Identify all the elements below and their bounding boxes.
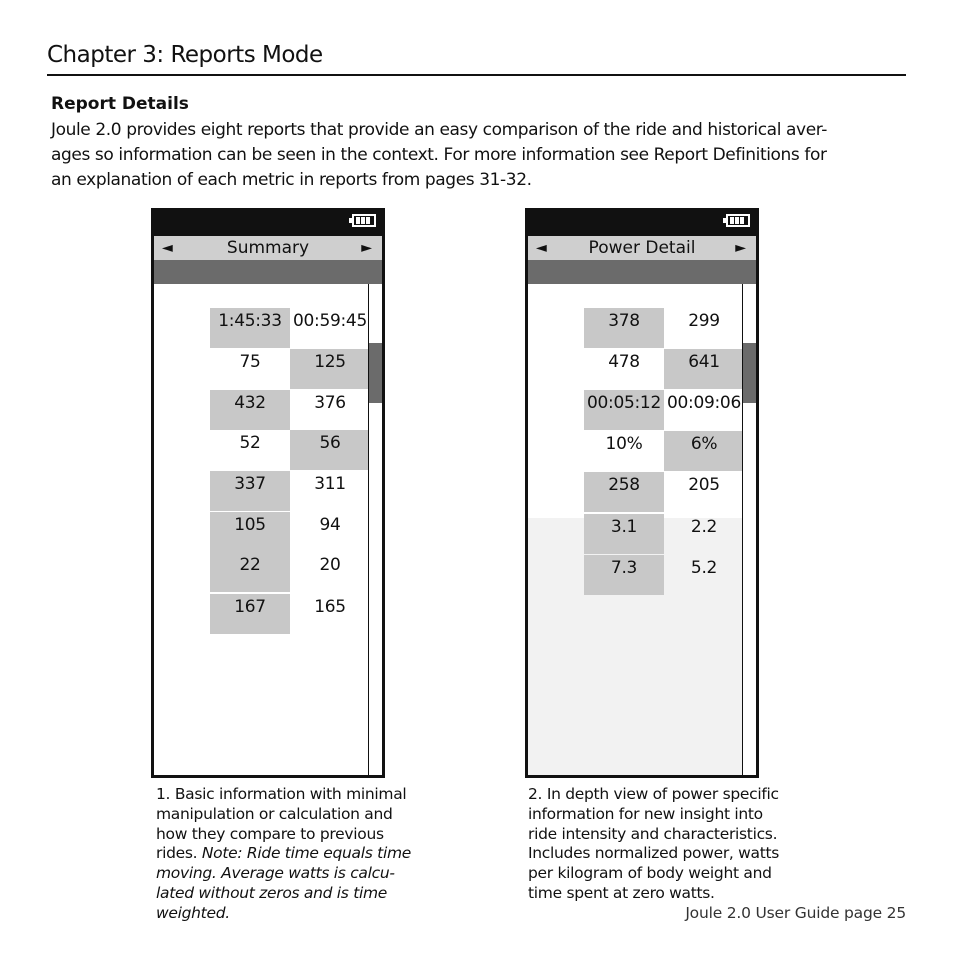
report-cell: 75 (239, 352, 261, 372)
intro-line: an explanation of each metric in reports from pages 31-32. (51, 170, 532, 190)
report-subheader-bar (154, 260, 382, 284)
device-status-bar (528, 208, 756, 236)
left-arrow-icon[interactable]: ◄ (162, 240, 173, 256)
report-title-bar (154, 236, 382, 260)
intro-line: ages so information can be seen in the context. For more information see Report Definitions for (51, 145, 827, 165)
device-status-bar (154, 208, 382, 236)
page-footer: Joule 2.0 User Guide page 25 (685, 904, 906, 922)
scrollbar[interactable] (742, 284, 756, 775)
caption-note: weighted. (156, 903, 230, 922)
intro-line: Joule 2.0 provides eight reports that provide an easy comparison of the ride and historical aver- (51, 120, 827, 140)
chapter-title: Chapter 3: Reports Mode (47, 42, 323, 68)
report-title: Power Detail (588, 238, 696, 258)
caption-line: manipulation or calculation and (156, 804, 393, 823)
report-cell: 22 (210, 552, 290, 592)
report-cell: 7.3 (584, 555, 664, 595)
report-cell: 311 (314, 474, 346, 494)
report-cell: 641 (664, 349, 744, 389)
report-cell: 478 (608, 352, 640, 372)
device-screen (154, 236, 382, 775)
scrollbar[interactable] (368, 284, 382, 775)
report-title: Summary (226, 238, 310, 258)
chapter-rule (47, 74, 906, 76)
right-arrow-icon[interactable]: ► (735, 240, 746, 256)
report-cell: 105 (210, 512, 290, 552)
report-cell: 94 (319, 515, 341, 535)
caption-line: how they compare to previous (156, 824, 384, 843)
power-detail-caption (528, 785, 779, 904)
report-cell: 125 (290, 349, 370, 389)
report-cell: 432 (210, 390, 290, 430)
report-cell: 20 (319, 555, 341, 575)
scrollbar-thumb[interactable] (369, 343, 382, 403)
report-cell: 00:05:12 (584, 390, 664, 430)
power-detail-device-screenshot (525, 208, 759, 778)
caption-line: information for new insight into (528, 804, 763, 823)
scrollbar-thumb[interactable] (743, 343, 756, 403)
report-cell: 3.1 (584, 514, 664, 554)
caption-line: time spent at zero watts. (528, 883, 715, 902)
device-screen (528, 236, 756, 775)
section-heading: Report Details (51, 94, 189, 114)
caption-text: rides. (156, 844, 202, 863)
report-title-bar (528, 236, 756, 260)
summary-caption (156, 785, 411, 924)
report-cell: 5.2 (690, 558, 718, 578)
caption-line: 2. In depth view of power specific (528, 785, 779, 803)
caption-line: ride intensity and characteristics. (528, 824, 778, 843)
right-arrow-icon[interactable]: ► (361, 240, 372, 256)
report-cell: 10% (605, 434, 643, 454)
battery-icon (352, 214, 376, 227)
report-cell: 52 (239, 433, 261, 453)
report-cell: 00:09:06 (667, 393, 741, 413)
caption-note: moving. Average watts is calcu- (156, 864, 395, 883)
left-arrow-icon[interactable]: ◄ (536, 240, 547, 256)
battery-icon (726, 214, 750, 227)
caption-note: Note: Ride time equals time (201, 844, 411, 863)
caption-line: per kilogram of body weight and (528, 864, 772, 883)
report-cell: 2.2 (690, 517, 718, 537)
report-cell: 378 (584, 308, 664, 348)
report-cell: 167 (210, 594, 290, 634)
report-cell: 6% (664, 431, 744, 471)
caption-line: Includes normalized power, watts (528, 844, 780, 863)
report-cell: 205 (688, 475, 720, 495)
caption-line: 1. Basic information with minimal (156, 785, 407, 803)
summary-device-screenshot (151, 208, 385, 778)
report-cell: 299 (688, 311, 720, 331)
intro-paragraph (51, 118, 901, 193)
report-cell: 165 (314, 597, 346, 617)
report-cell: 1:45:33 (210, 308, 290, 348)
report-cell: 56 (290, 430, 370, 470)
report-cell: 258 (584, 472, 664, 512)
report-cell: 337 (210, 471, 290, 511)
caption-note: lated without zeros and is time (156, 883, 388, 902)
report-subheader-bar (528, 260, 756, 284)
report-cell: 376 (314, 393, 346, 413)
report-cell: 00:59:45 (293, 311, 367, 331)
